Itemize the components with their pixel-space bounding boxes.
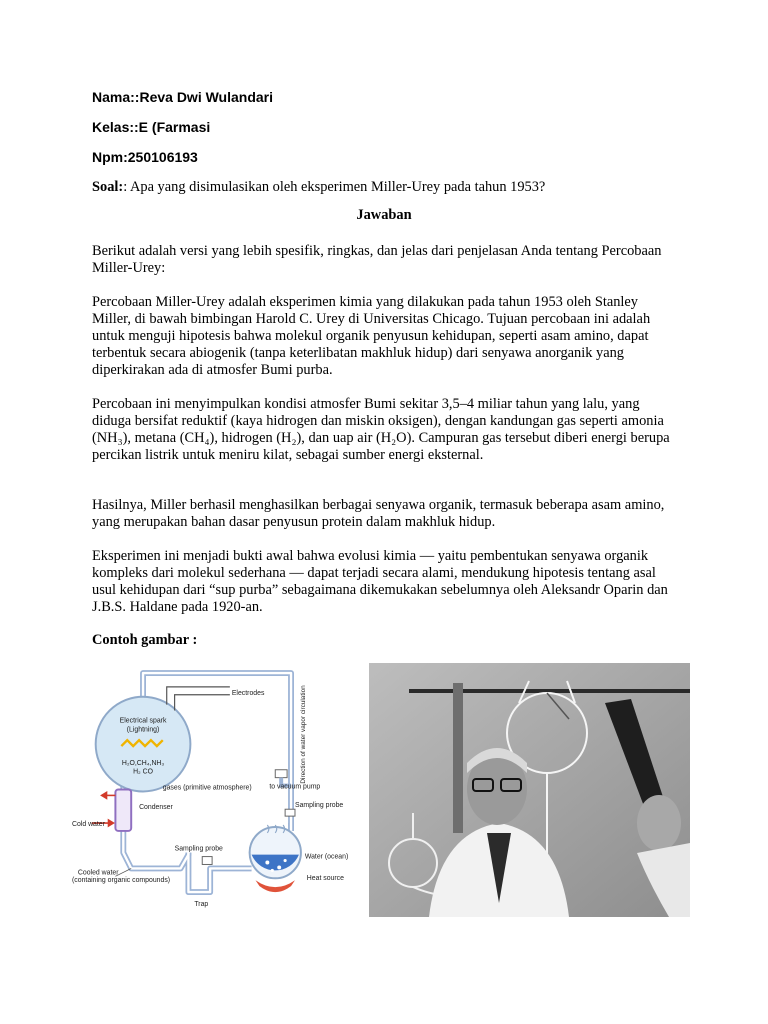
label-direction: Direction of water vapor circulation [299, 685, 307, 784]
paragraph-definition: Percobaan Miller-Urey adalah eksperimen kimia yang dilakukan pada tahun 1953 oleh Stanley Miller, di bawah bimbingan Harold C. Urey di Universitas Chicago. Tujuan percobaan ini adalah untuk menguji hipotesis bahwa molekul organik penyusun kehidupan, seperti asam amino, dapat terbentuk secara abiogenik (tanpa keterlibatan makhluk hidup) dari senyawa anorganik yang diperkirakan ada di atmosfer Bumi purba. [92, 294, 651, 378]
label-gases: gases (primitive atmosphere) [162, 784, 252, 792]
electrodes [167, 687, 230, 711]
label-cold-water: Cold water [72, 820, 105, 828]
paragraph-significance: Eksperimen ini menjadi bukti awal bahwa evolusi kimia — yaitu pembentukan senyawa organik kompleks dari molekul sederhana — dapat terjadi secara alami, mendukung hipotesis tentang asal usul kehidupan dari “sup purba” sebagaimana dikemukakan sebelumnya oleh Aleksandr Oparin dan J.B.S. Haldane pada 1920-an. [92, 548, 668, 615]
example-heading: Contoh gambar : [92, 632, 198, 648]
question-text: : Apa yang disimulasikan oleh eksperimen Miller-Urey pada tahun 1953? [123, 179, 546, 195]
boiling-flask [250, 827, 301, 878]
label-electrodes: Electrodes [231, 689, 265, 697]
apparatus-diagram [72, 665, 368, 912]
label-condenser: Condenser [139, 804, 173, 812]
student-class: Kelas::E (Farmasi [92, 119, 211, 135]
paragraph-conditions: Percobaan ini menyimpulkan kondisi atmosfer Bumi sekitar 3,5–4 miliar tahun yang lalu, yang diduga bersifat reduktif (kaya hidrogen dan miskin oksigen), dengan kandungan gas seperti amonia (NH₃), metana (CH₄), hidrogen (H₂), dan uap air (H₂O). Campuran gas tersebut diberi energi berupa percikan listrik untuk meniru kilat, sebagai sumber energi eksternal. [92, 396, 670, 463]
raised-hand [637, 795, 681, 851]
label-lightning: (Lightning) [126, 726, 160, 734]
student-name: Nama::Reva Dwi Wulandari [92, 89, 274, 105]
label-gas-formula-2: H₂ CO [133, 768, 153, 776]
label-sampling-probe-right: Sampling probe [294, 802, 344, 810]
answer-title: Jawaban [356, 207, 412, 223]
question [92, 179, 545, 196]
paragraph-result: Hasilnya, Miller berhasil menghasilkan berbagai senyawa organik, termasuk beberapa asam amino, yang merupakan bahan dasar penyusun protein dalam makhluk hidup. [92, 497, 665, 530]
student-npm: Npm:250106193 [92, 149, 198, 165]
label-trap: Trap [194, 900, 209, 908]
coiled-column [453, 683, 463, 833]
label-heat: Heat source [306, 875, 344, 883]
question-label: Soal: [92, 179, 124, 195]
condenser [115, 789, 131, 830]
paragraph-intro: Berikut adalah versi yang lebih spesifik, ringkas, dan jelas dari penjelasan Anda tentang Percobaan Miller-Urey: [92, 243, 662, 276]
sampling-probe-bottom [202, 857, 212, 865]
sampling-probe-right [285, 809, 295, 816]
label-vacuum: to vacuum pump [269, 783, 321, 791]
heat-source [256, 880, 295, 892]
label-spark: Electrical spark [119, 717, 167, 725]
label-sampling-probe-bottom: Sampling probe [174, 845, 223, 853]
label-water: Water (ocean) [304, 853, 349, 861]
label-cooled-water-2: (containing organic compounds) [72, 877, 171, 885]
label-cooled-water-1: Cooled water [77, 869, 119, 877]
label-gas-formula-1: H₂O,CH₄,NH₃ [121, 759, 165, 767]
miller-photo [369, 663, 690, 917]
